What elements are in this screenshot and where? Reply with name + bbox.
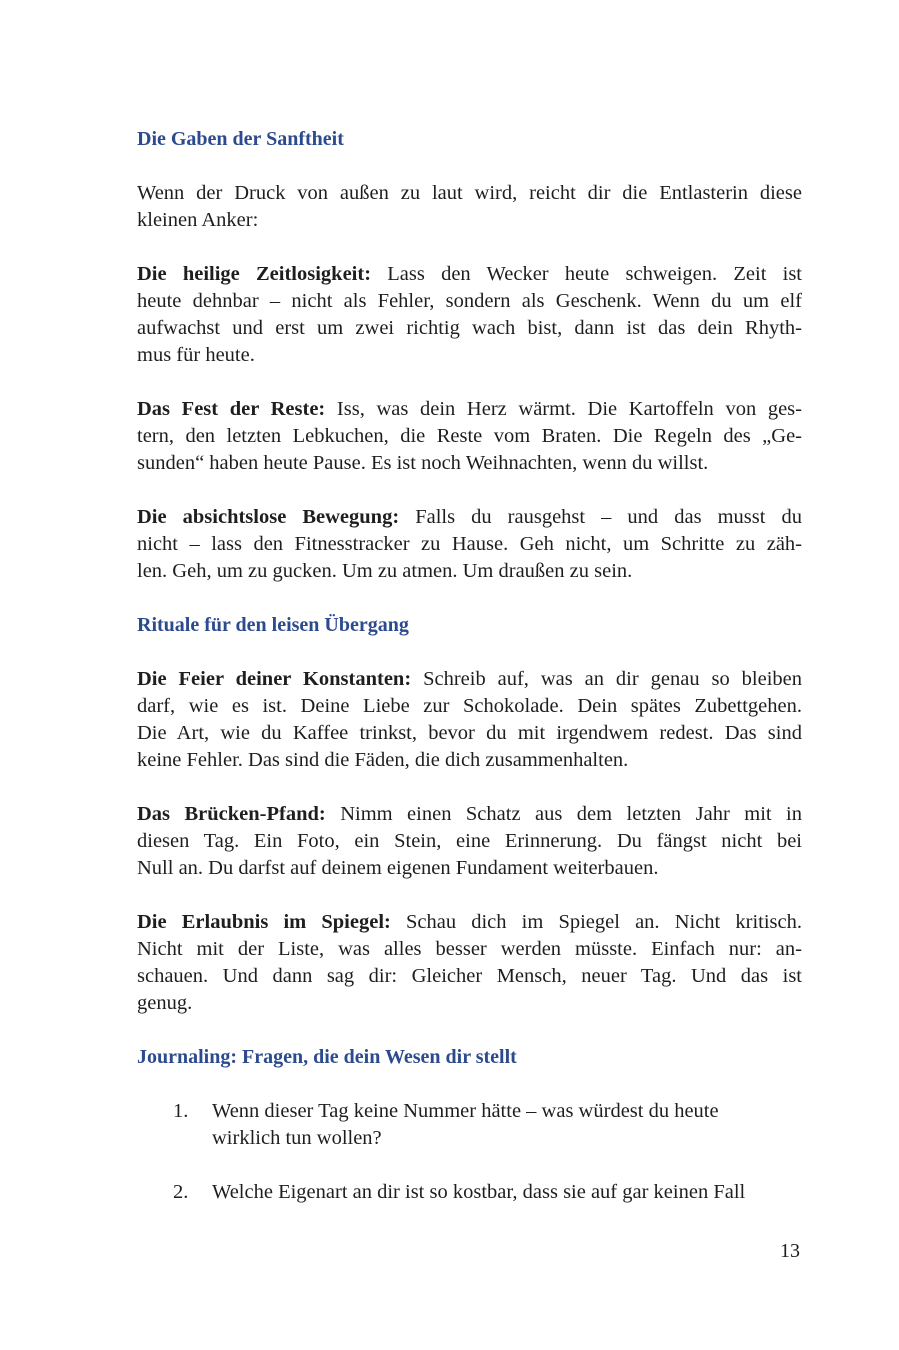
text-line: Wenn der Druck von außen zu laut wird, reicht dir die Entlasterin diese bbox=[137, 182, 802, 204]
text-line: schauen. Und dann sag dir: Gleicher Mensch, neuer Tag. Und das ist bbox=[137, 965, 802, 987]
text-line: heute dehnbar – nicht als Fehler, sondern als Geschenk. Wenn du um elf bbox=[137, 290, 802, 312]
section-heading-gaben: Die Gaben der Sanftheit bbox=[137, 128, 344, 150]
item-lead: Das Fest der Reste: bbox=[137, 398, 326, 420]
text-line: Die Feier deiner Konstanten: Schreib auf, was an dir genau so bleiben bbox=[137, 668, 802, 690]
text-line: keine Fehler. Das sind die Fäden, die dich zusammenhalten. bbox=[137, 749, 629, 771]
item-paragraph bbox=[137, 801, 802, 882]
text-line: Wenn dieser Tag keine Nummer hätte – was würdest du heute bbox=[212, 1100, 719, 1122]
page-number: 13 bbox=[780, 1240, 800, 1262]
item-lead: Das Brücken-Pfand: bbox=[137, 803, 326, 825]
section-heading-rituale: Rituale für den leisen Übergang bbox=[137, 614, 409, 636]
text-line: mus für heute. bbox=[137, 344, 255, 366]
text-line: tern, den letzten Lebkuchen, die Reste vom Braten. Die Regeln des „Ge- bbox=[137, 425, 802, 447]
item-paragraph bbox=[137, 666, 802, 774]
item-lead: Die heilige Zeitlosigkeit: bbox=[137, 263, 372, 285]
text-line: wirklich tun wollen? bbox=[212, 1127, 382, 1149]
text-line: Die heilige Zeitlosigkeit: Lass den Wecker heute schweigen. Zeit ist bbox=[137, 263, 803, 285]
item-paragraph bbox=[137, 261, 802, 369]
text-line: Welche Eigenart an dir ist so kostbar, dass sie auf gar keinen Fall bbox=[212, 1181, 746, 1203]
text-line: Das Brücken-Pfand: Nimm einen Schatz aus dem letzten Jahr mit in bbox=[137, 803, 803, 825]
text-line: genug. bbox=[137, 992, 193, 1014]
text-line: kleinen Anker: bbox=[137, 209, 259, 231]
item-lead: Die absichtslose Bewegung: bbox=[137, 506, 400, 528]
text-line: sunden“ haben heute Pause. Es ist noch Weihnachten, wenn du willst. bbox=[137, 452, 709, 474]
text-line: Null an. Du darfst auf deinem eigenen Fundament weiterbauen. bbox=[137, 857, 659, 879]
list-number: 2. bbox=[173, 1181, 189, 1203]
list-item bbox=[137, 1179, 802, 1206]
text-line: Die Art, wie du Kaffee trinkst, bevor du mit irgendwem redest. Das sind bbox=[137, 722, 802, 744]
text-line: len. Geh, um zu gucken. Um zu atmen. Um draußen zu sein. bbox=[137, 560, 633, 582]
item-paragraph bbox=[137, 504, 802, 585]
list-number: 1. bbox=[173, 1100, 189, 1122]
page-body bbox=[137, 126, 802, 1206]
section-heading-journaling: Journaling: Fragen, die dein Wesen dir stellt bbox=[137, 1046, 517, 1068]
intro-paragraph bbox=[137, 180, 802, 234]
text-line: diesen Tag. Ein Foto, ein Stein, eine Erinnerung. Du fängst nicht bei bbox=[137, 830, 802, 852]
item-paragraph bbox=[137, 396, 802, 477]
item-lead: Die Erlaubnis im Spiegel: bbox=[137, 911, 391, 933]
text-line: Die absichtslose Bewegung: Falls du rausgehst – und das musst du bbox=[137, 506, 802, 528]
text-line: Die Erlaubnis im Spiegel: Schau dich im Spiegel an. Nicht kritisch. bbox=[137, 911, 802, 933]
text-line: nicht – lass den Fitnesstracker zu Hause. Geh nicht, um Schritte zu zäh- bbox=[137, 533, 802, 555]
text-line: aufwachst und erst um zwei richtig wach bist, dann ist das dein Rhyth- bbox=[137, 317, 802, 339]
list-item bbox=[137, 1098, 802, 1152]
text-line: Das Fest der Reste: Iss, was dein Herz wärmt. Die Kartoffeln von ges- bbox=[137, 398, 802, 420]
text-line: darf, wie es ist. Deine Liebe zur Schokolade. Dein spätes Zubettgehen. bbox=[137, 695, 802, 717]
item-lead: Die Feier deiner Konstanten: bbox=[137, 668, 412, 690]
text-line: Nicht mit der Liste, was alles besser werden müsste. Einfach nur: an- bbox=[137, 938, 802, 960]
item-paragraph bbox=[137, 909, 802, 1017]
